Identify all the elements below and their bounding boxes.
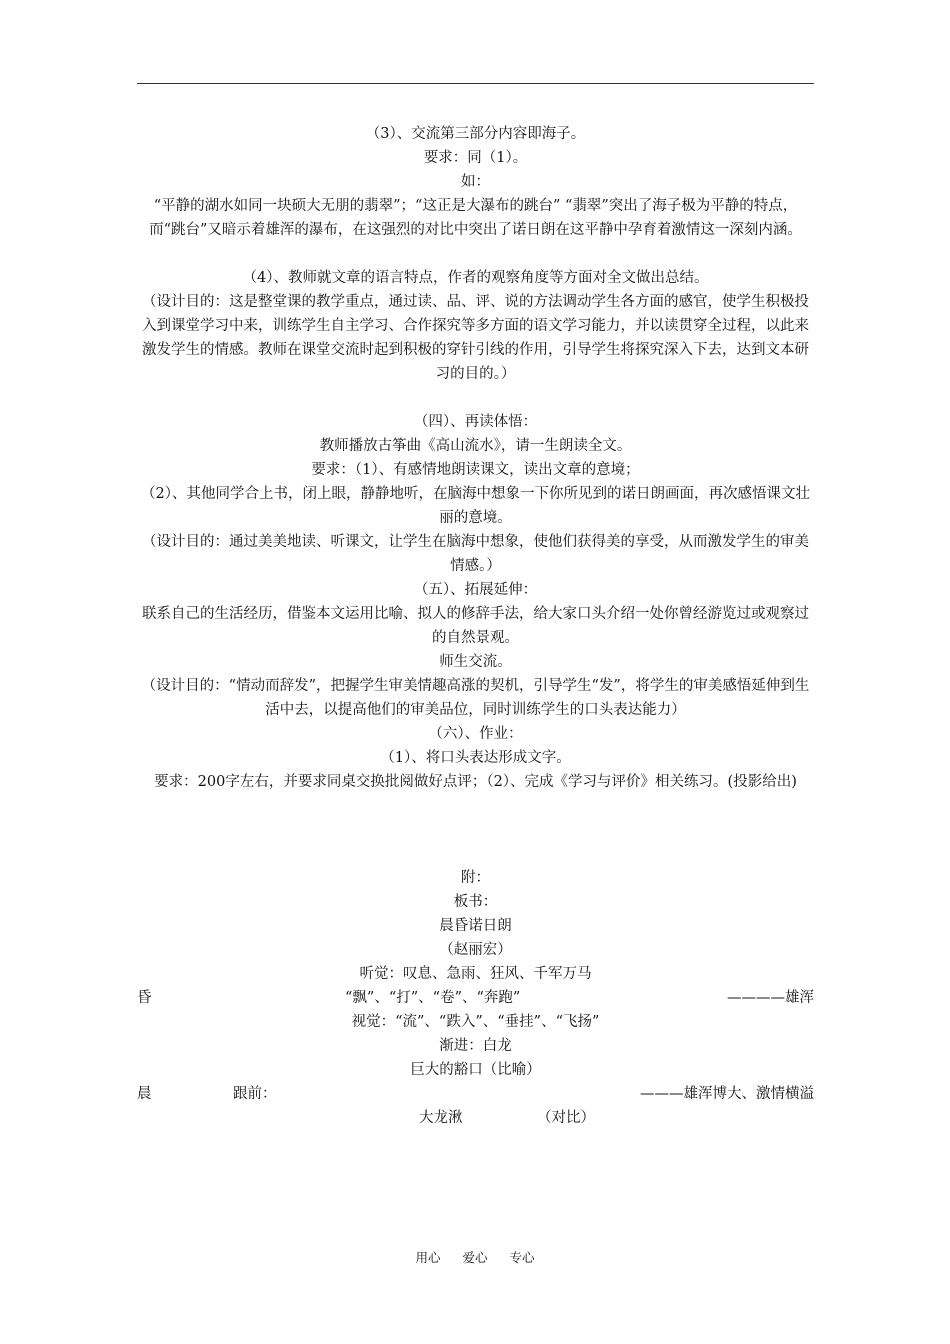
contrast-label: （对比）: [537, 1110, 595, 1126]
board-label: 板书：: [453, 894, 498, 910]
morning-label: 晨: [137, 1086, 152, 1102]
dalongqiu-label: 大龙湫: [419, 1110, 463, 1126]
board-hearing: 听觉：叹息、急雨、狂风、千军万马: [359, 966, 592, 982]
document-body: [137, 122, 814, 1130]
listening-instruction: （2）、其他同学合上书，闭上眼，静静地听，在脑海中想象一下你所见到的诺日朗画面，再次感悟课文壮丽的意境。: [141, 486, 810, 526]
exchange-line: 师生交流。: [439, 654, 512, 670]
board-dusk-row: [137, 986, 814, 1010]
board-morning-row: [137, 1082, 814, 1106]
example-paragraph: “平静的湖水如同一块硕大无朋的翡翠”；“这正是大瀑布的跳台” “翡翠”突出了海子极为平静的特点，而“跳台”又暗示着雄浑的瀑布，在这强烈的对比中突出了诺日朗在这平静中孕育着激情这一深刻内涵。: [149, 198, 802, 238]
part-5-heading: （五）、拓展延伸：: [413, 582, 538, 598]
homework-1: （1）、将口头表达形成文字。: [380, 750, 571, 766]
board-author: （赵丽宏）: [439, 942, 512, 958]
dusk-verbs: “飘”、“打”、“卷”、“奔跑”: [345, 990, 521, 1006]
music-line: 教师播放古筝曲《高山流水》，请一生朗读全文。: [319, 438, 632, 454]
morning-result: ———雄浑博大、激情横溢: [640, 1086, 814, 1102]
dusk-label: 昏: [137, 990, 152, 1006]
example-label: 如：: [461, 174, 490, 190]
section-3-heading: （3）、交流第三部分内容即海子。: [365, 126, 586, 142]
board-vision: 视觉：“流”、“跌入”、“垂挂”、“飞扬”: [351, 1014, 600, 1030]
header-rule: [137, 83, 814, 84]
extension-task: 联系自己的生活经历，借鉴本文运用比喻、拟人的修辞手法，给大家口头介绍一处你曾经游览过或观察过的自然景观。: [142, 606, 809, 646]
board-gradual: 渐进：白龙: [439, 1038, 512, 1054]
board-title: 晨昏诺日朗: [439, 918, 512, 934]
appendix-label: 附：: [461, 870, 490, 886]
board-contrast-row: [137, 1106, 814, 1130]
front-label: 跟前：: [233, 1086, 277, 1102]
dusk-result: ————雄浑: [727, 990, 814, 1006]
design-purpose-2: （设计目的：通过美美地读、听课文，让学生在脑海中想象，使他们获得美的享受，从而激发学生的审美情感。）: [142, 534, 809, 574]
part-6-heading: （六）、作业：: [428, 726, 523, 742]
section-4-heading: （4）、教师就文章的语言特点，作者的观察角度等方面对全文做出总结。: [242, 270, 709, 286]
requirement-line: 要求：同（1）。: [423, 150, 528, 166]
design-purpose-3: （设计目的：“情动而辞发”，把握学生审美情趣高涨的契机，引导学生“发”，将学生的审美感悟延伸到生活中去，以提高他们的审美品位，同时训练学生的口头表达能力）: [141, 678, 810, 718]
board-gap: 巨大的豁口（比喻）: [410, 1062, 541, 1078]
reading-requirement: 要求：（1）、有感情地朗读课文，读出文章的意境；: [311, 462, 640, 478]
design-purpose-1: （设计目的：这是整堂课的教学重点，通过读、品、评、说的方法调动学生各方面的感官，使学生积极投入到课堂学习中来，训练学生自主学习、合作探究等多方面的语文学习能力，并以读贯穿全过程，以此来激发学生的情感。教师在课堂交流时起到积极的穿针引线的作用，引导学生将探究深入下去，达到文本研习的目的。）: [142, 294, 809, 382]
homework-requirement: 要求：200字左右，并要求同桌交换批阅做好点评；（2）、完成《学习与评价》相关练习。(投影给出): [154, 774, 797, 790]
page-footer: 用心 爱心 专心: [415, 1250, 535, 1265]
part-4-heading: （四）、再读体悟：: [413, 414, 538, 430]
